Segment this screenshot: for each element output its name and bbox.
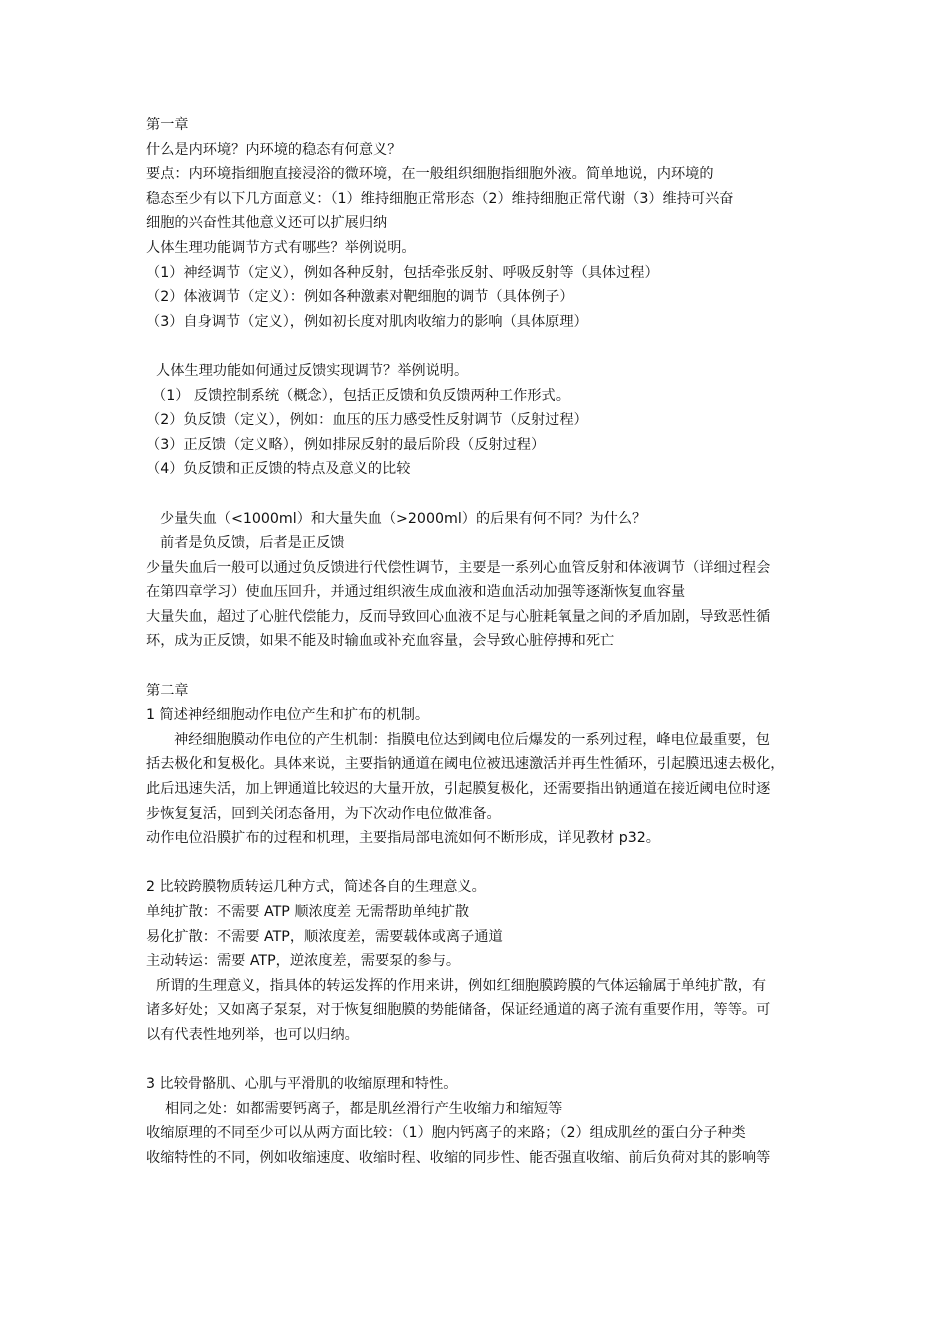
spacer (146, 482, 812, 507)
list-item: （2）体液调节（定义）：例如各种激素对靶细胞的调节（具体例子） (146, 289, 574, 306)
answer-line: 易化扩散：不需要 ATP，顺浓度差，需要载体或离子通道 (146, 928, 503, 945)
question-feedback: 人体生理功能如何通过反馈实现调节？举例说明。 (156, 362, 469, 379)
answer-line: 括去极化和复极化。具体来说，主要指钠通道在阈电位被迅速激活并再生性循环，引起膜迅速去极化， (146, 756, 785, 773)
answer-line: 单纯扩散：不需要 ATP 顺浓度差 无需帮助单纯扩散 (146, 904, 470, 920)
answer-line: 前者是负反馈，后者是正反馈 (160, 535, 345, 552)
question-internal-environment: 什么是内环境？内环境的稳态有何意义？ (146, 141, 402, 158)
list-item: （1） 反馈控制系统（概念），包括正反馈和负反馈两种工作形式。 (152, 387, 570, 404)
answer-line: 主动转运：需要 ATP，逆浓度差，需要泵的参与。 (146, 953, 461, 970)
answer-line: 诸多好处；又如离子泵泵，对于恢复细胞膜的势能储备，保证经通道的离子流有重要作用，等等。可 (146, 1002, 771, 1019)
list-item: （1）神经调节（定义），例如各种反射，包括牵张反射、呼吸反射等（具体过程） (146, 264, 659, 281)
question-blood-loss: 少量失血（<1000ml）和大量失血（>2000ml）的后果有何不同？为什么？ (160, 510, 647, 527)
answer-line: 步恢复复活，回到关闭态备用，为下次动作电位做准备。 (146, 805, 501, 822)
question-transport: 2 比较跨膜物质转运几种方式，简述各自的生理意义。 (146, 879, 486, 896)
answer-line: 收缩原理的不同至少可以从两方面比较：（1）胞内钙离子的来路；（2）组成肌丝的蛋白分子种类 (146, 1125, 746, 1142)
chapter-1-title: 第一章 (146, 117, 189, 133)
spacer (146, 334, 812, 359)
spacer (146, 654, 812, 679)
answer-line: 细胞的兴奋性其他意义还可以扩展归纳 (146, 215, 388, 232)
answer-line: 此后迅速失活，加上钾通道比较迟的大量开放，引起膜复极化，还需要指出钠通道在接近阈电位时逐 (146, 781, 771, 798)
question-muscle: 3 比较骨骼肌、心肌与平滑肌的收缩原理和特性。 (146, 1076, 458, 1093)
answer-line: 动作电位沿膜扩布的过程和机理，主要指局部电流如何不断形成，详见教材 p32。 (146, 830, 660, 847)
answer-line: 以有代表性地列举，也可以归纳。 (146, 1026, 359, 1043)
answer-line: 环，成为正反馈，如果不能及时输血或补充血容量，会导致心脏停搏和死亡 (146, 633, 615, 650)
spacer (146, 851, 812, 876)
answer-line: 所谓的生理意义，指具体的转运发挥的作用来讲，例如红细胞膜跨膜的气体运输属于单纯扩散，有 (156, 977, 767, 994)
document-page (146, 113, 812, 1171)
spacer (146, 1048, 812, 1073)
answer-line: 神经细胞膜动作电位的产生机制：指膜电位达到阈电位后爆发的一系列过程，峰电位最重要，包 (174, 731, 770, 748)
answer-line: 大量失血，超过了心脏代偿能力，反而导致回心血液不足与心脏耗氧量之间的矛盾加剧，导致恶性循 (146, 608, 771, 625)
answer-line: 收缩特性的不同，例如收缩速度、收缩时程、收缩的同步性、能否强直收缩、前后负荷对其的影响等 (146, 1149, 771, 1166)
list-item: （2）负反馈（定义），例如：血压的压力感受性反射调节（反射过程） (146, 412, 588, 429)
question-regulation-modes: 人体生理功能调节方式有哪些？举例说明。 (146, 239, 416, 256)
list-item: （4）负反馈和正反馈的特点及意义的比较 (146, 461, 411, 478)
answer-line: 稳态至少有以下几方面意义：（1）维持细胞正常形态（2）维持细胞正常代谢（3）维持可兴奋 (146, 190, 734, 207)
answer-line: 相同之处：如都需要钙离子，都是肌丝滑行产生收缩力和缩短等 (165, 1100, 563, 1117)
question-action-potential: 1 简述神经细胞动作电位产生和扩布的机制。 (146, 707, 430, 724)
answer-line: 要点：内环境指细胞直接浸浴的微环境，在一般组织细胞指细胞外液。简单地说，内环境的 (146, 166, 714, 183)
answer-line: 在第四章学习）使血压回升，并通过组织液生成血液和造血活动加强等逐渐恢复血容量 (146, 584, 686, 601)
list-item: （3）自身调节（定义），例如初长度对肌肉收缩力的影响（具体原理） (146, 313, 588, 330)
chapter-2-title: 第二章 (146, 682, 189, 699)
answer-line: 少量失血后一般可以通过负反馈进行代偿性调节，主要是一系列心血管反射和体液调节（详细过程会 (146, 559, 771, 576)
list-item: （3）正反馈（定义略），例如排尿反射的最后阶段（反射过程） (146, 436, 546, 453)
